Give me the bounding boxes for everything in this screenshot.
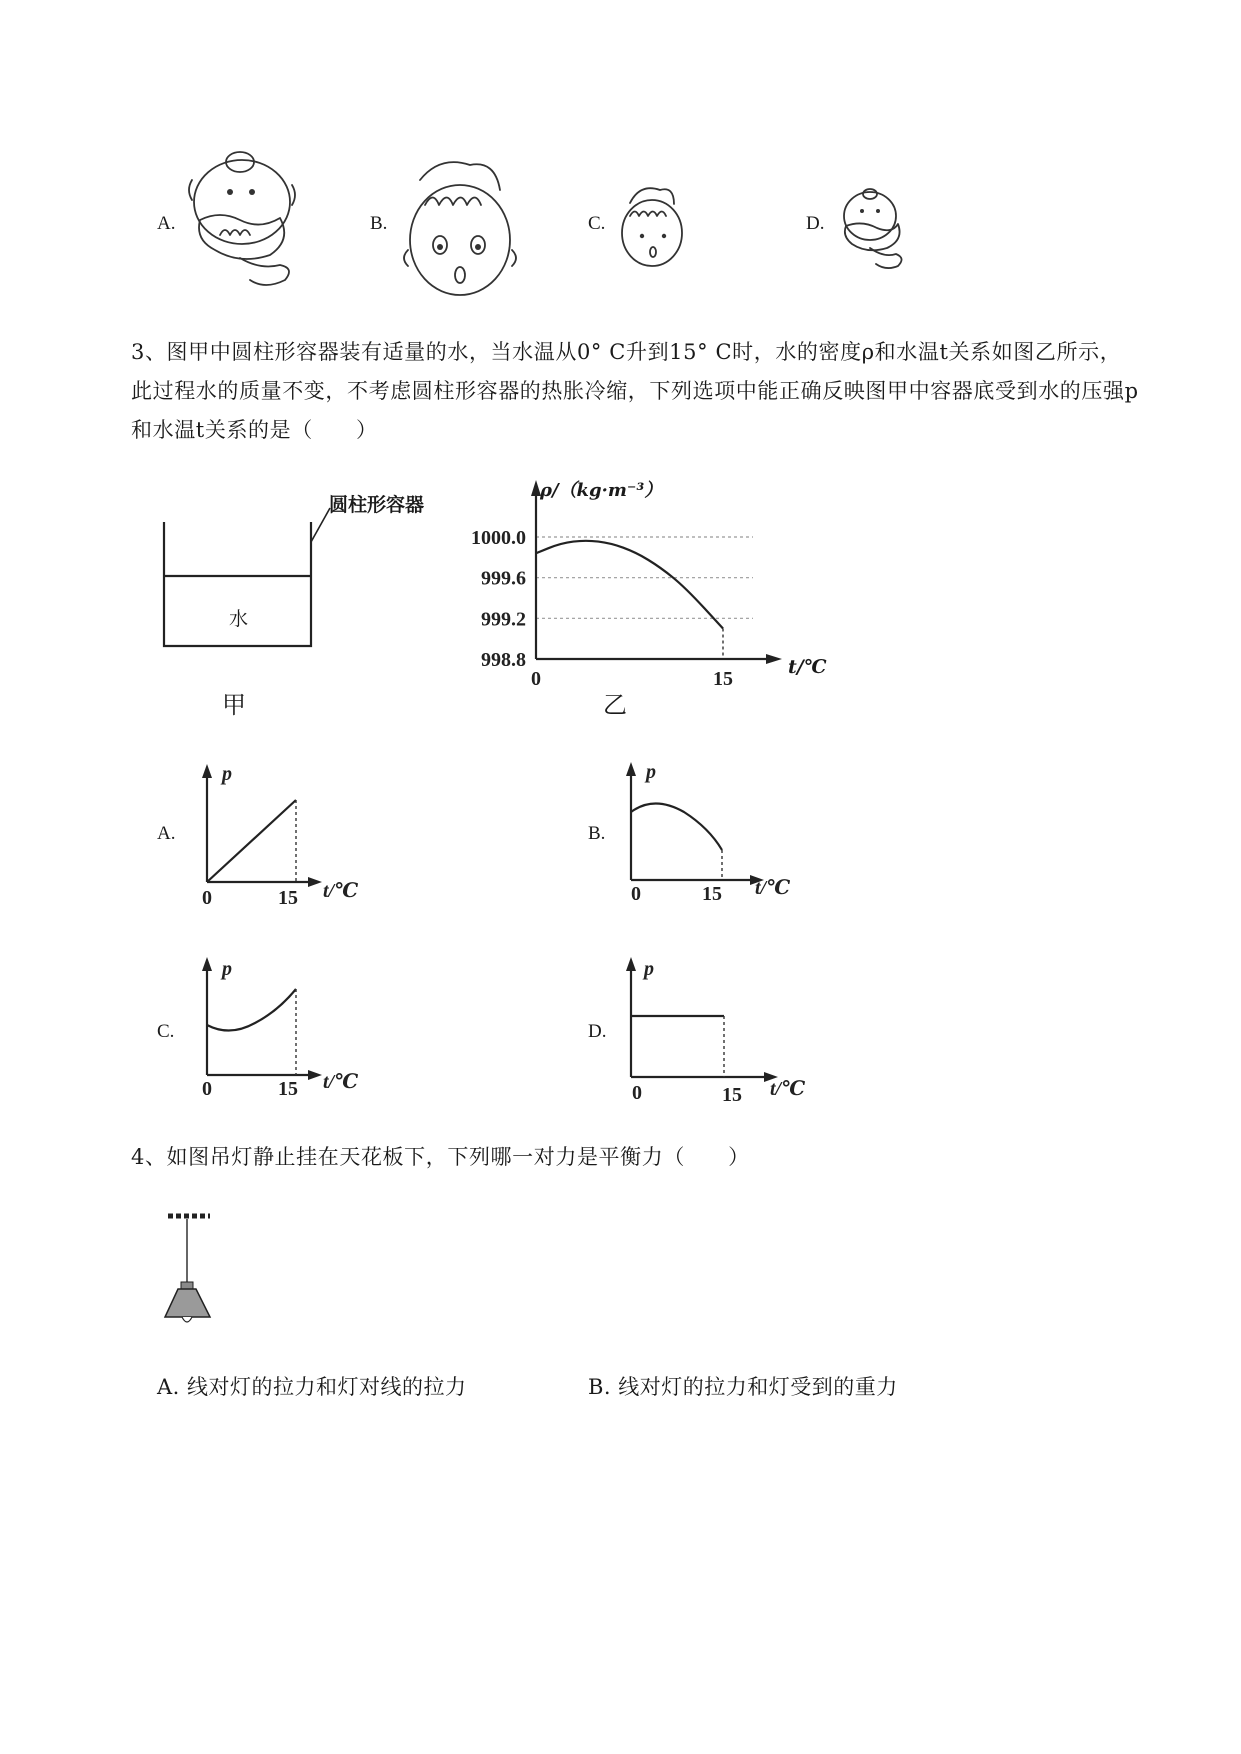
density-y-label: ρ/（kg·m⁻³） [540,480,663,501]
x-axis-label: t/℃ [323,880,359,902]
density-chart [460,470,820,690]
q4-option-a-text: 线对灯的拉力和灯对线的拉力 [187,1375,467,1399]
lamp-icon [165,1282,210,1322]
q3-option-b-label: B. [588,823,606,844]
x-axis-label: t/℃ [755,877,791,899]
x-origin: 0 [202,1078,212,1100]
y-axis-label: p [644,958,654,980]
x-axis-label: t/℃ [323,1071,359,1093]
x-tick-label: 0 [531,668,541,690]
q3-option-d-label: D. [588,1021,607,1042]
x-tick-15: 15 [722,1084,742,1106]
container-label: 圆柱形容器 [329,494,425,516]
figure-jia-caption: 甲 [222,691,246,719]
q2-option-d-label: D. [806,213,825,234]
q4-option-b-text: 线对灯的拉力和灯受到的重力 [618,1375,898,1399]
q2-option-a-drawing [180,140,310,300]
density-x-label: t/℃ [788,656,827,678]
x-tick-15: 15 [278,887,298,909]
x-origin: 0 [202,887,212,909]
q2-option-a-label: A. [157,213,176,234]
q3-option-a-graph [190,762,370,912]
density-series-line [536,541,723,629]
y-axis-label: p [222,763,232,785]
q2-option-c-drawing [612,178,692,273]
q4-option-a-label: A. [157,1375,180,1399]
question-4-text: 4、如图吊灯静止挂在天花板下，下列哪一对力是平衡力（ ） [131,1145,750,1169]
y-tick-label: 998.8 [481,649,526,671]
q4-option-b-label: B. [588,1375,612,1399]
q3-option-c-label: C. [157,1021,175,1042]
water-label: 水 [229,608,249,630]
y-tick-label: 999.6 [481,567,526,590]
q2-option-b-drawing [400,150,520,300]
q3-option-c-graph [190,955,370,1105]
y-tick-label: 1000.0 [471,527,526,549]
x-origin: 0 [631,883,641,905]
q3-option-d-graph [614,955,814,1110]
y-axis-label: p [222,958,232,980]
y-axis-label: p [646,761,656,783]
q3-option-a-label: A. [157,823,176,844]
hanging-lamp-figure [160,1210,230,1335]
q2-option-c-label: C. [588,213,606,234]
figure-yi-caption: 乙 [603,691,627,719]
q4-option-a [157,1371,467,1401]
q4-option-b [588,1371,898,1401]
x-tick-label: 15 [713,668,733,690]
q3-option-b-graph [614,760,804,910]
x-axis-label: t/℃ [770,1078,806,1100]
question-3-text: 3、图甲中圆柱形容器装有适量的水，当水温从0° C升到15° C时，水的密度ρ和水温t关系如图乙所示，此过程水的质量不变，不考虑圆柱形容器的热胀冷缩，下列选项中能正确反映图甲中容器底受到水的压强p和水温t关系的是（ ） [131,340,1139,442]
q2-option-b-label: B. [370,213,388,234]
x-origin: 0 [632,1082,642,1104]
y-tick-label: 999.2 [481,608,526,631]
q2-option-d-drawing [832,178,912,273]
x-axis-arrow [766,654,782,664]
x-tick-15: 15 [278,1078,298,1100]
x-tick-15: 15 [702,883,722,905]
